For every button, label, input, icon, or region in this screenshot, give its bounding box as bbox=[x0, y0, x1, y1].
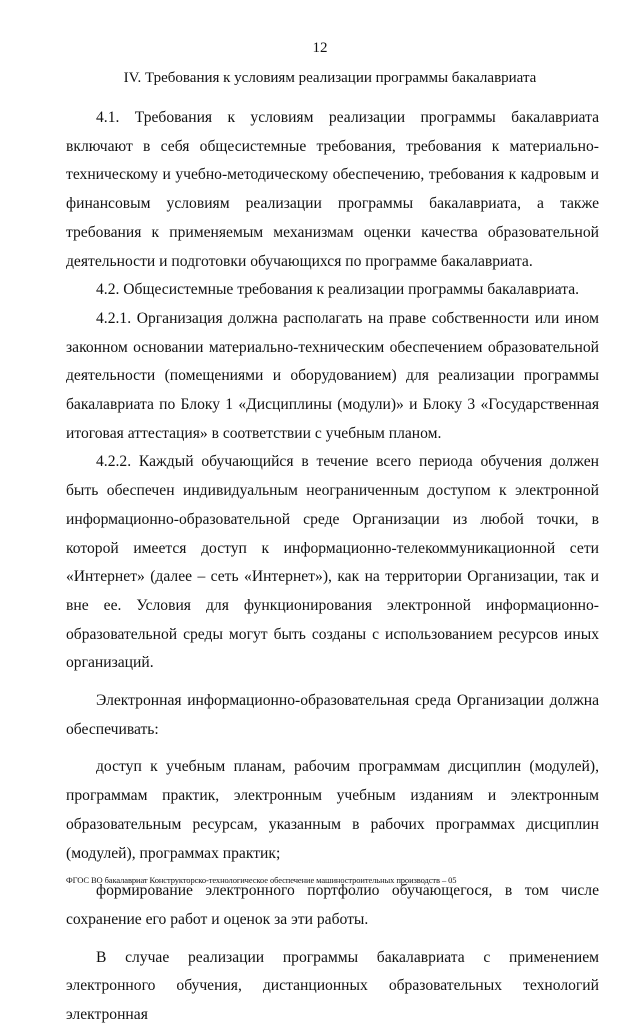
paragraph: формирование электронного портфолио обучающегося, в том числе сохранение его работ и оценок за эти работы. bbox=[66, 882, 599, 928]
page-number: 12 bbox=[312, 40, 328, 56]
paragraph: 4.2. Общесистемные требования к реализации программы бакалавриата. bbox=[96, 281, 580, 299]
section-heading: IV. Требования к условиям реализации программы бакалавриата bbox=[123, 70, 537, 86]
paragraph: 4.1. Требования к условиям реализации программы бакалавриата включают в себя общесистемные требования, требования к материально-техническому и учебно-методическому обеспечению, требования к кадровым и финансовым условиям реализации программы бакалавриата, а также требования к применяемым механизмам оценки качества образовательной деятельности и подготовки обучающихся по программе бакалавриата. bbox=[66, 109, 599, 270]
paragraph: 4.2.2. Каждый обучающийся в течение всего периода обучения должен быть обеспечен индивидуальным неограниченным доступом к электронной информационно-образовательной среде Организации из любой точки, в которой имеется доступ к информационно-телекоммуникационной сети «Интернет» (далее – сеть «Интернет»), как на территории Организации, так и вне ее. Условия для функционирования электронной информационно-образовательной среды могут быть созданы с использованием ресурсов иных организаций. bbox=[66, 453, 599, 672]
document-body bbox=[66, 104, 599, 1030]
paragraph: доступ к учебным планам, рабочим программам дисциплин (модулей), программам практик, электронным учебным изданиям и электронным образовательным ресурсам, указанным в рабочих программах дисциплин (модулей), программах практик; bbox=[66, 758, 599, 862]
paragraph: Электронная информационно-образовательная среда Организации должна обеспечивать: bbox=[66, 692, 599, 738]
paragraph: В случае реализации программы бакалавриата с применением электронного обучения, дистанционных образовательных технологий электронная bbox=[66, 948, 599, 1024]
paragraph: 4.2.1. Организация должна располагать на праве собственности или ином законном основании материально-техническим обеспечением образовательной деятельности (помещениями и оборудованием) для реализации программы бакалавриата по Блоку 1 «Дисциплины (модули)» и Блоку 3 «Государственная итоговая аттестация» в соответствии с учебным планом. bbox=[66, 309, 599, 442]
page-footer: ФГОС ВО бакалавриат Конструкторско-технологическое обеспечение машиностроительных производств – 05 bbox=[66, 875, 457, 885]
